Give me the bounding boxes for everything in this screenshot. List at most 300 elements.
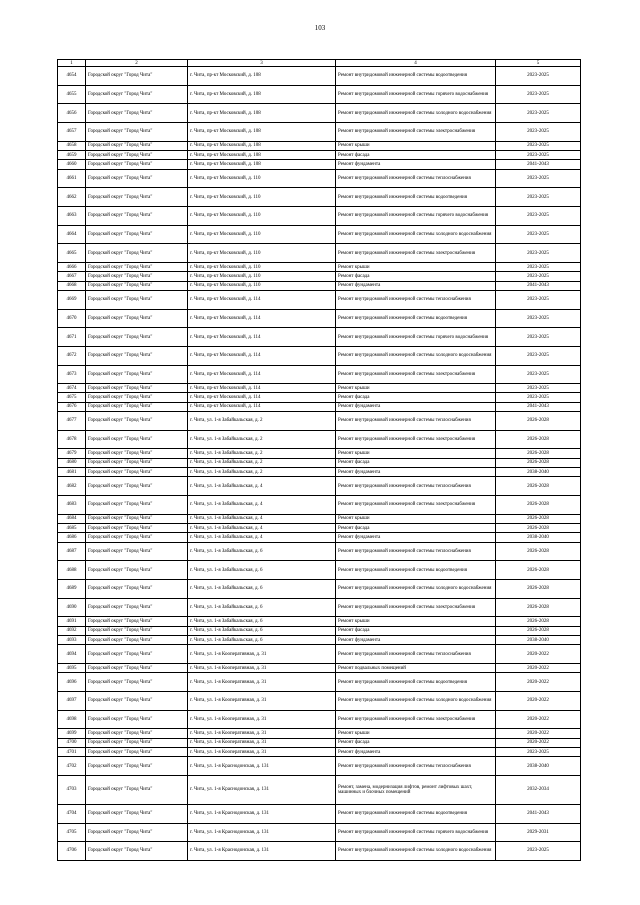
work-type-cell: Ремонт фундамента [336, 160, 496, 169]
table-row [58, 430, 581, 449]
organization-cell: Городской округ "Город Чита" [86, 775, 188, 804]
table-row [58, 150, 581, 159]
work-type-cell: Ремонт внутридомовой инженерной системы водоотведения [336, 804, 496, 823]
table-row [58, 262, 581, 271]
work-type-cell: Ремонт фундамента [336, 281, 496, 290]
column-header: 2 [86, 60, 188, 67]
work-type-cell: Ремонт, замена, модернизация лифтов, ремонт лифтовых шахт, машинных и блочных помещений [336, 775, 496, 804]
address-cell: г. Чита, ул. 1-я Краснодонская, д. 131 [188, 823, 336, 842]
address-cell: г. Чита, ул. 1-я Кооперативная, д. 31 [188, 738, 336, 747]
row-number-cell: 4670 [58, 309, 86, 328]
organization-cell: Городской округ "Город Чита" [86, 542, 188, 561]
work-type-cell: Ремонт фундамента [336, 636, 496, 645]
table-row [58, 542, 581, 561]
table-row [58, 842, 581, 861]
address-cell: г. Чита, пр-кт Московский, д. 110 [188, 281, 336, 290]
row-number-cell: 4661 [58, 169, 86, 188]
period-cell: 2023-2025 [496, 150, 581, 159]
organization-cell: Городской округ "Город Чита" [86, 673, 188, 692]
row-number-cell: 4694 [58, 645, 86, 664]
row-number-cell: 4706 [58, 842, 86, 861]
row-number-cell: 4698 [58, 710, 86, 729]
period-cell: 2026-2028 [496, 496, 581, 515]
row-number-cell: 4656 [58, 104, 86, 123]
organization-cell: Городской округ "Город Чита" [86, 309, 188, 328]
organization-cell: Городской округ "Город Чита" [86, 160, 188, 169]
period-cell: 2026-2028 [496, 617, 581, 626]
table-row [58, 823, 581, 842]
period-cell: 2038-2040 [496, 468, 581, 477]
work-type-cell: Ремонт внутридомовой инженерной системы теплоснабжения [336, 645, 496, 664]
period-cell: 2038-2040 [496, 757, 581, 776]
organization-cell: Городской округ "Город Чита" [86, 664, 188, 673]
row-number-cell: 4705 [58, 823, 86, 842]
address-cell: г. Чита, ул. 1-я Кооперативная, д. 31 [188, 691, 336, 710]
organization-cell: Городской округ "Город Чита" [86, 468, 188, 477]
organization-cell: Городской округ "Город Чита" [86, 710, 188, 729]
address-cell: г. Чита, ул. 1-я Забайкальская, д. 4 [188, 514, 336, 523]
period-cell: 2023-2025 [496, 104, 581, 123]
row-number-cell: 4681 [58, 468, 86, 477]
table-row [58, 384, 581, 393]
organization-cell: Городской округ "Город Чита" [86, 67, 188, 86]
organization-cell: Городской округ "Город Чита" [86, 477, 188, 496]
address-cell: г. Чита, пр-кт Московский, д. 110 [188, 272, 336, 281]
work-type-cell: Ремонт крыши [336, 729, 496, 738]
table-row [58, 710, 581, 729]
work-type-cell: Ремонт внутридомовой инженерной системы теплоснабжения [336, 412, 496, 431]
address-cell: г. Чита, пр-кт Московский, д. 114 [188, 346, 336, 365]
row-number-cell: 4704 [58, 804, 86, 823]
period-cell: 2020-2022 [496, 738, 581, 747]
period-cell: 2023-2025 [496, 122, 581, 141]
organization-cell: Городской округ "Город Чита" [86, 842, 188, 861]
table-row [58, 412, 581, 431]
row-number-cell: 4662 [58, 188, 86, 207]
address-cell: г. Чита, ул. 1-я Забайкальская, д. 4 [188, 496, 336, 515]
organization-cell: Городской округ "Город Чита" [86, 393, 188, 402]
work-type-cell: Ремонт внутридомовой инженерной системы водоотведения [336, 309, 496, 328]
address-cell: г. Чита, пр-кт Московский, д. 108 [188, 160, 336, 169]
table-row [58, 738, 581, 747]
period-cell: 2026-2028 [496, 561, 581, 580]
work-type-cell: Ремонт внутридомовой инженерной системы электроснабжения [336, 496, 496, 515]
period-cell: 2041-2043 [496, 402, 581, 411]
work-type-cell: Ремонт внутридомовой инженерной системы горячего водоснабжения [336, 823, 496, 842]
work-type-cell: Ремонт внутридомовой инженерной системы горячего водоснабжения [336, 85, 496, 104]
address-cell: г. Чита, пр-кт Московский, д. 110 [188, 244, 336, 263]
address-cell: г. Чита, ул. 1-я Забайкальская, д. 6 [188, 561, 336, 580]
row-number-cell: 4665 [58, 244, 86, 263]
table-row [58, 747, 581, 756]
work-type-cell: Ремонт внутридомовой инженерной системы теплоснабжения [336, 290, 496, 309]
column-header: 3 [188, 60, 336, 67]
row-number-cell: 4679 [58, 449, 86, 458]
work-type-cell: Ремонт фасада [336, 150, 496, 159]
period-cell: 2026-2028 [496, 412, 581, 431]
address-cell: г. Чита, ул. 1-я Забайкальская, д. 6 [188, 598, 336, 617]
row-number-cell: 4690 [58, 598, 86, 617]
organization-cell: Городской округ "Город Чита" [86, 365, 188, 384]
table-row [58, 393, 581, 402]
row-number-cell: 4671 [58, 328, 86, 347]
row-number-cell: 4676 [58, 402, 86, 411]
work-type-cell: Ремонт крыши [336, 141, 496, 150]
organization-cell: Городской округ "Город Чита" [86, 449, 188, 458]
table-row [58, 346, 581, 365]
work-type-cell: Ремонт внутридомовой инженерной системы холодного водоснабжения [336, 346, 496, 365]
organization-cell: Городской округ "Город Чита" [86, 496, 188, 515]
address-cell: г. Чита, пр-кт Московский, д. 110 [188, 188, 336, 207]
period-cell: 2026-2028 [496, 542, 581, 561]
work-type-cell: Ремонт внутридомовой инженерной системы водоотведения [336, 67, 496, 86]
address-cell: г. Чита, пр-кт Московский, д. 108 [188, 104, 336, 123]
work-type-cell: Ремонт фасада [336, 458, 496, 467]
organization-cell: Городской округ "Город Чита" [86, 617, 188, 626]
period-cell: 2023-2025 [496, 328, 581, 347]
address-cell: г. Чита, пр-кт Московский, д. 114 [188, 402, 336, 411]
table-row [58, 67, 581, 86]
work-type-cell: Ремонт внутридомовой инженерной системы электроснабжения [336, 710, 496, 729]
period-cell: 2020-2022 [496, 645, 581, 664]
address-cell: г. Чита, ул. 1-я Забайкальская, д. 4 [188, 524, 336, 533]
page-number: 103 [314, 24, 326, 32]
work-type-cell: Ремонт крыши [336, 449, 496, 458]
row-number-cell: 4684 [58, 514, 86, 523]
work-type-cell: Ремонт внутридомовой инженерной системы теплоснабжения [336, 477, 496, 496]
period-cell: 2023-2025 [496, 393, 581, 402]
period-cell: 2023-2025 [496, 188, 581, 207]
work-type-cell: Ремонт фасада [336, 393, 496, 402]
row-number-cell: 4673 [58, 365, 86, 384]
work-type-cell: Ремонт подвальных помещений [336, 664, 496, 673]
period-cell: 2023-2025 [496, 85, 581, 104]
work-type-cell: Ремонт внутридомовой инженерной системы теплоснабжения [336, 757, 496, 776]
table-row [58, 561, 581, 580]
work-type-cell: Ремонт крыши [336, 262, 496, 271]
table-row [58, 617, 581, 626]
work-type-cell: Ремонт крыши [336, 384, 496, 393]
address-cell: г. Чита, ул. 1-я Забайкальская, д. 6 [188, 580, 336, 599]
organization-cell: Городской округ "Город Чита" [86, 141, 188, 150]
row-number-cell: 4678 [58, 430, 86, 449]
organization-cell: Городской округ "Город Чита" [86, 104, 188, 123]
address-cell: г. Чита, пр-кт Московский, д. 108 [188, 85, 336, 104]
row-number-cell: 4695 [58, 664, 86, 673]
organization-cell: Городской округ "Город Чита" [86, 691, 188, 710]
organization-cell: Городской округ "Город Чита" [86, 281, 188, 290]
period-cell: 2023-2025 [496, 225, 581, 244]
address-cell: г. Чита, пр-кт Московский, д. 114 [188, 384, 336, 393]
column-header: 4 [336, 60, 496, 67]
organization-cell: Городской округ "Город Чита" [86, 85, 188, 104]
row-number-cell: 4658 [58, 141, 86, 150]
organization-cell: Городской округ "Город Чита" [86, 514, 188, 523]
organization-cell: Городской округ "Город Чита" [86, 290, 188, 309]
address-cell: г. Чита, ул. 1-я Забайкальская, д. 4 [188, 533, 336, 542]
work-type-cell: Ремонт фундамента [336, 747, 496, 756]
period-cell: 2026-2028 [496, 580, 581, 599]
period-cell: 2023-2025 [496, 272, 581, 281]
period-cell: 2023-2025 [496, 842, 581, 861]
period-cell: 2020-2022 [496, 664, 581, 673]
address-cell: г. Чита, ул. 1-я Кооперативная, д. 31 [188, 645, 336, 664]
table-row [58, 524, 581, 533]
table-row [58, 328, 581, 347]
address-cell: г. Чита, ул. 1-я Забайкальская, д. 2 [188, 458, 336, 467]
work-type-cell: Ремонт фундамента [336, 402, 496, 411]
row-number-cell: 4663 [58, 206, 86, 225]
period-cell: 2026-2028 [496, 458, 581, 467]
address-cell: г. Чита, ул. 1-я Забайкальская, д. 6 [188, 636, 336, 645]
table-row [58, 514, 581, 523]
table-row [58, 141, 581, 150]
address-cell: г. Чита, пр-кт Московский, д. 110 [188, 225, 336, 244]
work-type-cell: Ремонт внутридомовой инженерной системы холодного водоснабжения [336, 580, 496, 599]
organization-cell: Городской округ "Город Чита" [86, 225, 188, 244]
work-type-cell: Ремонт внутридомовой инженерной системы водоотведения [336, 561, 496, 580]
row-number-cell: 4699 [58, 729, 86, 738]
organization-cell: Городской округ "Город Чита" [86, 122, 188, 141]
work-type-cell: Ремонт фундамента [336, 468, 496, 477]
row-number-cell: 4654 [58, 67, 86, 86]
row-number-cell: 4669 [58, 290, 86, 309]
address-cell: г. Чита, ул. 1-я Забайкальская, д. 2 [188, 449, 336, 458]
period-cell: 2032-2034 [496, 775, 581, 804]
organization-cell: Городской округ "Город Чита" [86, 169, 188, 188]
table-row [58, 290, 581, 309]
period-cell: 2023-2025 [496, 262, 581, 271]
period-cell: 2023-2025 [496, 309, 581, 328]
address-cell: г. Чита, ул. 1-я Забайкальская, д. 6 [188, 626, 336, 635]
period-cell: 2020-2022 [496, 691, 581, 710]
table-row [58, 365, 581, 384]
table-row [58, 533, 581, 542]
row-number-cell: 4667 [58, 272, 86, 281]
period-cell: 2023-2025 [496, 346, 581, 365]
organization-cell: Городской округ "Город Чита" [86, 533, 188, 542]
organization-cell: Городской округ "Город Чита" [86, 430, 188, 449]
period-cell: 2026-2028 [496, 514, 581, 523]
table-row [58, 458, 581, 467]
work-type-cell: Ремонт фасада [336, 524, 496, 533]
table-row [58, 775, 581, 804]
work-type-cell: Ремонт внутридомовой инженерной системы электроснабжения [336, 365, 496, 384]
table-row [58, 691, 581, 710]
table-row [58, 449, 581, 458]
organization-cell: Городской округ "Город Чита" [86, 636, 188, 645]
row-number-cell: 4664 [58, 225, 86, 244]
row-number-cell: 4672 [58, 346, 86, 365]
period-cell: 2023-2025 [496, 365, 581, 384]
table-row [58, 636, 581, 645]
row-number-cell: 4680 [58, 458, 86, 467]
work-type-cell: Ремонт внутридомовой инженерной системы горячего водоснабжения [336, 328, 496, 347]
table-header-row [58, 60, 581, 67]
organization-cell: Городской округ "Город Чита" [86, 580, 188, 599]
register-table [57, 59, 581, 861]
row-number-cell: 4674 [58, 384, 86, 393]
work-type-cell: Ремонт фасада [336, 626, 496, 635]
row-number-cell: 4659 [58, 150, 86, 159]
work-type-cell: Ремонт внутридомовой инженерной системы электроснабжения [336, 598, 496, 617]
row-number-cell: 4660 [58, 160, 86, 169]
organization-cell: Городской округ "Город Чита" [86, 804, 188, 823]
row-number-cell: 4688 [58, 561, 86, 580]
period-cell: 2023-2025 [496, 141, 581, 150]
period-cell: 2020-2022 [496, 710, 581, 729]
table-row [58, 664, 581, 673]
period-cell: 2023-2025 [496, 747, 581, 756]
organization-cell: Городской округ "Город Чита" [86, 262, 188, 271]
address-cell: г. Чита, ул. 1-я Забайкальская, д. 6 [188, 542, 336, 561]
work-type-cell: Ремонт крыши [336, 514, 496, 523]
period-cell: 2023-2025 [496, 244, 581, 263]
organization-cell: Городской округ "Город Чита" [86, 561, 188, 580]
address-cell: г. Чита, пр-кт Московский, д. 108 [188, 141, 336, 150]
table-row [58, 729, 581, 738]
period-cell: 2041-2043 [496, 281, 581, 290]
row-number-cell: 4697 [58, 691, 86, 710]
work-type-cell: Ремонт фундамента [336, 533, 496, 542]
work-type-cell: Ремонт внутридомовой инженерной системы горячего водоснабжения [336, 206, 496, 225]
address-cell: г. Чита, пр-кт Московский, д. 108 [188, 67, 336, 86]
period-cell: 2026-2028 [496, 626, 581, 635]
period-cell: 2023-2025 [496, 67, 581, 86]
address-cell: г. Чита, ул. 1-я Кооперативная, д. 31 [188, 729, 336, 738]
organization-cell: Городской округ "Город Чита" [86, 384, 188, 393]
row-number-cell: 4677 [58, 412, 86, 431]
organization-cell: Городской округ "Город Чита" [86, 272, 188, 281]
address-cell: г. Чита, ул. 1-я Кооперативная, д. 31 [188, 747, 336, 756]
address-cell: г. Чита, пр-кт Московский, д. 114 [188, 365, 336, 384]
table-row [58, 169, 581, 188]
row-number-cell: 4692 [58, 626, 86, 635]
address-cell: г. Чита, ул. 1-я Краснодонская, д. 131 [188, 757, 336, 776]
table-row [58, 496, 581, 515]
work-type-cell: Ремонт внутридомовой инженерной системы электроснабжения [336, 244, 496, 263]
row-number-cell: 4687 [58, 542, 86, 561]
organization-cell: Городской округ "Город Чита" [86, 626, 188, 635]
address-cell: г. Чита, пр-кт Московский, д. 108 [188, 150, 336, 159]
address-cell: г. Чита, ул. 1-я Забайкальская, д. 2 [188, 412, 336, 431]
table-row [58, 244, 581, 263]
period-cell: 2026-2028 [496, 477, 581, 496]
period-cell: 2026-2028 [496, 598, 581, 617]
period-cell: 2023-2025 [496, 384, 581, 393]
organization-cell: Городской округ "Город Чита" [86, 458, 188, 467]
table-row [58, 309, 581, 328]
organization-cell: Городской округ "Город Чита" [86, 729, 188, 738]
table-row [58, 645, 581, 664]
organization-cell: Городской округ "Город Чита" [86, 244, 188, 263]
organization-cell: Городской округ "Город Чита" [86, 747, 188, 756]
organization-cell: Городской округ "Город Чита" [86, 206, 188, 225]
row-number-cell: 4686 [58, 533, 86, 542]
row-number-cell: 4701 [58, 747, 86, 756]
period-cell: 2023-2025 [496, 206, 581, 225]
row-number-cell: 4691 [58, 617, 86, 626]
table-row [58, 104, 581, 123]
work-type-cell: Ремонт внутридомовой инженерной системы теплоснабжения [336, 542, 496, 561]
work-type-cell: Ремонт фасада [336, 272, 496, 281]
row-number-cell: 4668 [58, 281, 86, 290]
address-cell: г. Чита, пр-кт Московский, д. 114 [188, 290, 336, 309]
address-cell: г. Чита, ул. 1-я Забайкальская, д. 2 [188, 430, 336, 449]
row-number-cell: 4683 [58, 496, 86, 515]
table-row [58, 122, 581, 141]
work-type-cell: Ремонт внутридомовой инженерной системы водоотведения [336, 673, 496, 692]
period-cell: 2038-2040 [496, 636, 581, 645]
address-cell: г. Чита, пр-кт Московский, д. 110 [188, 206, 336, 225]
address-cell: г. Чита, пр-кт Московский, д. 114 [188, 328, 336, 347]
organization-cell: Городской округ "Город Чита" [86, 328, 188, 347]
table-row [58, 188, 581, 207]
organization-cell: Городской округ "Город Чита" [86, 412, 188, 431]
period-cell: 2026-2028 [496, 449, 581, 458]
work-type-cell: Ремонт внутридомовой инженерной системы холодного водоснабжения [336, 225, 496, 244]
address-cell: г. Чита, пр-кт Московский, д. 114 [188, 309, 336, 328]
row-number-cell: 4693 [58, 636, 86, 645]
organization-cell: Городской округ "Город Чита" [86, 524, 188, 533]
period-cell: 2020-2022 [496, 729, 581, 738]
period-cell: 2038-2040 [496, 533, 581, 542]
organization-cell: Городской округ "Город Чита" [86, 757, 188, 776]
row-number-cell: 4657 [58, 122, 86, 141]
organization-cell: Городской округ "Город Чита" [86, 645, 188, 664]
work-type-cell: Ремонт внутридомовой инженерной системы теплоснабжения [336, 169, 496, 188]
table-row [58, 673, 581, 692]
row-number-cell: 4689 [58, 580, 86, 599]
row-number-cell: 4700 [58, 738, 86, 747]
table-row [58, 598, 581, 617]
address-cell: г. Чита, ул. 1-я Краснодонская, д. 131 [188, 842, 336, 861]
column-header: 1 [58, 60, 86, 67]
work-type-cell: Ремонт внутридомовой инженерной системы холодного водоснабжения [336, 104, 496, 123]
row-number-cell: 4702 [58, 757, 86, 776]
work-type-cell: Ремонт внутридомовой инженерной системы электроснабжения [336, 430, 496, 449]
organization-cell: Городской округ "Город Чита" [86, 738, 188, 747]
period-cell: 2029-2031 [496, 823, 581, 842]
table-row [58, 272, 581, 281]
row-number-cell: 4703 [58, 775, 86, 804]
table-row [58, 206, 581, 225]
row-number-cell: 4685 [58, 524, 86, 533]
address-cell: г. Чита, ул. 1-я Забайкальская, д. 4 [188, 477, 336, 496]
address-cell: г. Чита, ул. 1-я Краснодонская, д. 131 [188, 804, 336, 823]
row-number-cell: 4655 [58, 85, 86, 104]
address-cell: г. Чита, пр-кт Московский, д. 110 [188, 169, 336, 188]
period-cell: 2026-2028 [496, 430, 581, 449]
work-type-cell: Ремонт внутридомовой инженерной системы холодного водоснабжения [336, 691, 496, 710]
address-cell: г. Чита, ул. 1-я Краснодонская, д. 131 [188, 775, 336, 804]
address-cell: г. Чита, пр-кт Московский, д. 110 [188, 262, 336, 271]
work-type-cell: Ремонт крыши [336, 617, 496, 626]
period-cell: 2023-2025 [496, 169, 581, 188]
row-number-cell: 4666 [58, 262, 86, 271]
period-cell: 2041-2043 [496, 804, 581, 823]
organization-cell: Городской округ "Город Чита" [86, 346, 188, 365]
organization-cell: Городской округ "Город Чита" [86, 598, 188, 617]
organization-cell: Городской округ "Город Чита" [86, 823, 188, 842]
organization-cell: Городской округ "Город Чита" [86, 150, 188, 159]
table-row [58, 225, 581, 244]
work-type-cell: Ремонт фасада [336, 738, 496, 747]
row-number-cell: 4675 [58, 393, 86, 402]
work-type-cell: Ремонт внутридомовой инженерной системы водоотведения [336, 188, 496, 207]
table-row [58, 85, 581, 104]
organization-cell: Городской округ "Город Чита" [86, 188, 188, 207]
